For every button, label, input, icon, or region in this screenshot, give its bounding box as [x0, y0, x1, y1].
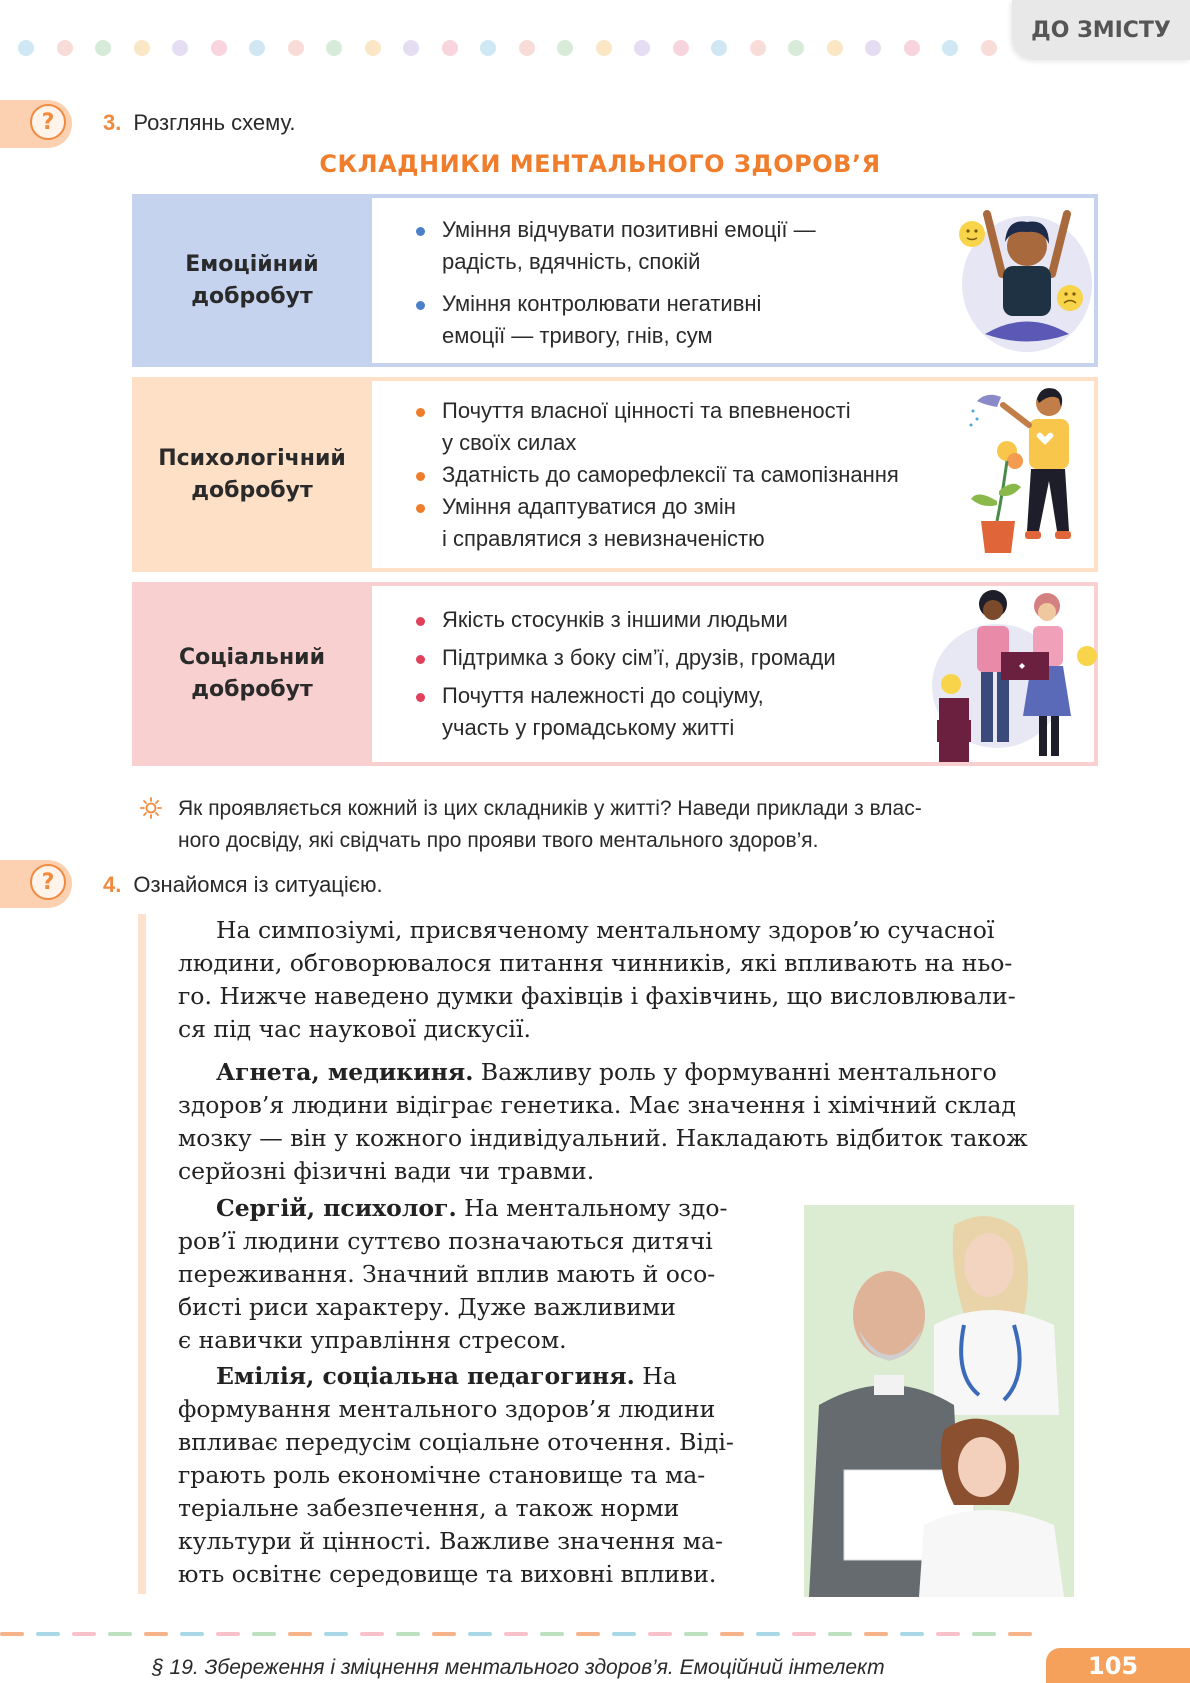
decorative-dot [634, 40, 650, 56]
scheme-row-emotional [132, 194, 1098, 367]
discussion-question: Як проявляється кожний із цих складників у житті? Наведи приклади з влас- ного досвіду, які свідчать про прояви твого ментального здоров’я. [146, 793, 1106, 857]
decorative-dash [1008, 1632, 1032, 1636]
decorative-dot [519, 40, 535, 56]
decorative-dash [0, 1632, 24, 1636]
list-item: Якість стосунків з іншими людьми [412, 604, 1094, 636]
decorative-dot [403, 40, 419, 56]
page-number: 105 [1046, 1648, 1190, 1683]
decorative-dot [596, 40, 612, 56]
row-label: Емоційний добробут [185, 251, 319, 309]
sun-icon [140, 797, 162, 819]
decorative-dash [936, 1632, 960, 1636]
list-item: Почуття власної цінності та впевненості у своїх силах [412, 395, 1094, 459]
question-badge [0, 860, 72, 908]
decorative-dot [95, 40, 111, 56]
decorative-dot [904, 40, 920, 56]
decorative-dash [756, 1632, 780, 1636]
list-item: Уміння відчувати позитивні емоції — радість, вдячність, спокій [412, 214, 1094, 278]
decorative-dot [981, 40, 997, 56]
speaker-name: Агнета, медикиня. [216, 1058, 474, 1086]
footer-section-title: § 19. Збереження і зміцнення ментального здоров’я. Емоційний інтелект [152, 1656, 885, 1679]
decorative-dash [828, 1632, 852, 1636]
decorative-dash [900, 1632, 924, 1636]
decorative-dash [72, 1632, 96, 1636]
decorative-dash [252, 1632, 276, 1636]
decorative-dash [612, 1632, 636, 1636]
decorative-dot [326, 40, 342, 56]
decorative-dot [442, 40, 458, 56]
decorative-dash [324, 1632, 348, 1636]
decorative-dash [396, 1632, 420, 1636]
row-content [372, 198, 1094, 363]
decorative-dash [720, 1632, 744, 1636]
decorative-dash [216, 1632, 240, 1636]
toc-button[interactable]: ДО ЗМІСТУ [1012, 0, 1190, 60]
task-prompt: Розглянь схему. [133, 110, 296, 135]
row-label: Психологічний добробут [158, 445, 346, 503]
people-with-boxes-illustration [927, 586, 1097, 764]
list-item: Здатність до саморефлексії та самопізнання [412, 459, 1094, 491]
question-badge [0, 100, 72, 148]
task-number: 4. [103, 872, 122, 897]
emiliia-opinion: Емілія, соціальна педагогиня. На формування ментального здоров’я людини впливає передусім соціальне оточення. Віді- грають роль економічне становище та ма- теріальне забезпечення, а також норми культури й цінності. Важливе значення ма- ють освітнє середовище та виховні впливи. [178, 1362, 734, 1588]
decorative-dot [711, 40, 727, 56]
decorative-dash [684, 1632, 708, 1636]
speaker-name: Сергій, психолог. [216, 1194, 457, 1222]
decorative-dot [750, 40, 766, 56]
decorative-dash [576, 1632, 600, 1636]
decorative-dash [180, 1632, 204, 1636]
decorative-dash [540, 1632, 564, 1636]
row-content [372, 381, 1094, 568]
decorative-dot [365, 40, 381, 56]
decorative-dot [211, 40, 227, 56]
meditating-person-illustration [947, 204, 1097, 354]
scheme-row-psychological [132, 377, 1098, 572]
decorative-dash [108, 1632, 132, 1636]
agneta-opinion: Агнета, медикиня. Важливу роль у формуванні ментального здоров’я людини відіграє генетика. Має значення і хімічний склад мозку — він у кожного індивідуальний. Накладають відбиток також серйозні фізичні вади чи травми. [178, 1058, 1028, 1185]
decorative-dot [942, 40, 958, 56]
task-3-heading [103, 110, 295, 136]
decorative-dash [360, 1632, 384, 1636]
decorative-dots [18, 40, 1038, 56]
decorative-dot [480, 40, 496, 56]
scheme-row-social [132, 582, 1098, 766]
situation-sidebar-bar [138, 914, 146, 1594]
decorative-dot [172, 40, 188, 56]
decorative-dash [864, 1632, 888, 1636]
scheme-title: СКЛАДНИКИ МЕНТАЛЬНОГО ЗДОРОВ’Я [319, 150, 881, 178]
situation-intro: На симпозіумі, присвяченому ментальному здоров’ю сучасної людини, обговорювалося питання чинників, які впливають на ньо- го. Нижче наведено думки фахівців і фахівчинь, що висловлювали- ся під час наукової дискусії. [178, 916, 1016, 1043]
list-item: Підтримка з боку сім’ї, друзів, громади [412, 642, 1094, 674]
person-watering-plant-illustration [967, 381, 1092, 566]
footer-dashes [0, 1632, 1050, 1636]
decorative-dot [788, 40, 804, 56]
decorative-dot [557, 40, 573, 56]
specialists-photo-image [804, 1205, 1074, 1597]
decorative-dash [288, 1632, 312, 1636]
decorative-dot [249, 40, 265, 56]
decorative-dash [972, 1632, 996, 1636]
decorative-dash [36, 1632, 60, 1636]
decorative-dash [432, 1632, 456, 1636]
decorative-dot [134, 40, 150, 56]
decorative-dot [827, 40, 843, 56]
task-prompt: Ознайомся із ситуацією. [133, 872, 383, 897]
list-item: Уміння адаптуватися до змін і справлятися з невизначеністю [412, 491, 1094, 555]
task-number: 3. [103, 110, 122, 135]
decorative-dot [673, 40, 689, 56]
decorative-dash [648, 1632, 672, 1636]
decorative-dot [57, 40, 73, 56]
question-icon: ? [30, 864, 66, 900]
decorative-dash [144, 1632, 168, 1636]
row-content [372, 586, 1094, 762]
decorative-dot [288, 40, 304, 56]
speaker-name: Емілія, соціальна педагогиня. [216, 1362, 635, 1390]
serhii-opinion: Сергій, психолог. На ментальному здо- ров’ї людини суттєво позначаються дитячі переживання. Значний вплив мають й осо- бисті риси характеру. Дуже важливими є навички управління стресом. [178, 1194, 728, 1354]
task-4-heading [103, 872, 383, 898]
question-icon: ? [30, 104, 66, 140]
list-item: Почуття належності до соціуму, участь у громадському житті [412, 680, 1094, 744]
specialists-photo [804, 1205, 1074, 1597]
list-item: Уміння контролювати негативні емоції — тривогу, гнів, сум [412, 288, 1094, 352]
row-label: Соціальний добробут [178, 645, 325, 702]
decorative-dash [792, 1632, 816, 1636]
decorative-dot [18, 40, 34, 56]
decorative-dash [468, 1632, 492, 1636]
decorative-dash [504, 1632, 528, 1636]
decorative-dot [865, 40, 881, 56]
